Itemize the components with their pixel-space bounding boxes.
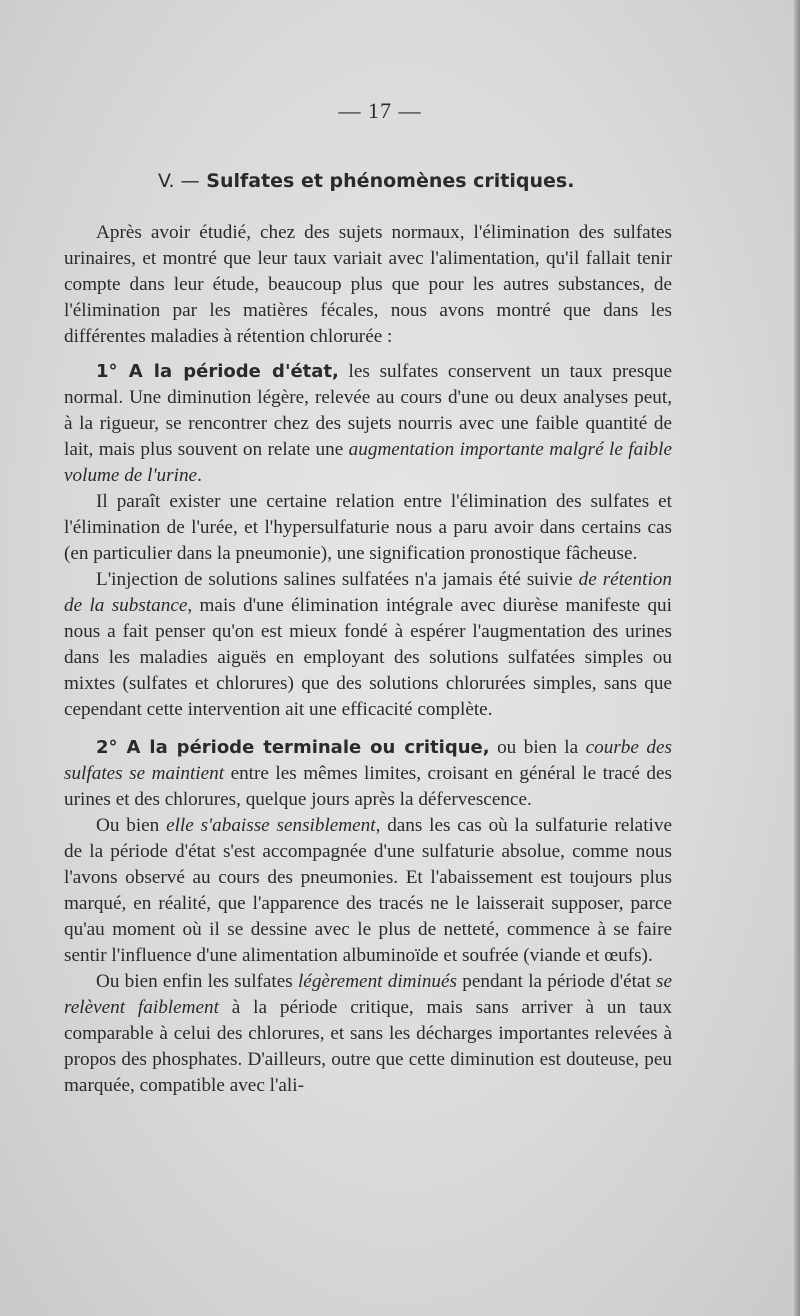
paragraph-text: ou bien la xyxy=(489,737,586,758)
paragraph-text: à la période critique, mais sans arriver à un taux comparable à celui des chlorures, et sans les décharges importantes relevées à propos des phosphates. D'ailleurs, outre que cette diminution est douteuse, peu marquée, compatible avec l'ali- xyxy=(64,997,672,1096)
paragraph-text: entre les mêmes limites, croisant en général le tracé des urines et des chlorures, quelque jours après la défervescence. xyxy=(64,763,672,810)
paragraph-italic: de rétention de la substance xyxy=(64,569,672,616)
body-text xyxy=(64,220,672,1099)
section-number: V. — xyxy=(158,170,200,192)
page-edge-shadow xyxy=(794,0,800,1316)
paragraph-relation: Il paraît exister une certaine relation entre l'élimination des sulfates et l'élimination de l'urée, et l'hypersulfaturie nous a paru avoir dans certains cas (en particulier dans la pneumonie), une signification pronostique fâcheuse. xyxy=(64,491,672,564)
paragraph-lead: 1° A la période d'état, xyxy=(96,361,339,382)
section-heading xyxy=(158,170,574,192)
paragraph-italic: augmentation importante malgré le faible volume de l'urine xyxy=(64,439,672,486)
paragraph-releve xyxy=(64,969,672,1099)
paragraph-text: , dans les cas où la sulfaturie relative de la période d'état s'est accompagnée d'une sulfaturie absolue, comme nous l'avons observé au cours des pneumonies. Et l'abaissement est toujours plus marqué, en réalité, que l'apparence des tracés ne le laisserait supposer, parce qu'au moment où il se dessine avec le plus de netteté, commence à se faire sentir l'influence d'une alimentation albuminoïde et soufrée (viande et œufs). xyxy=(64,815,672,966)
page-number: — 17 — xyxy=(338,98,422,123)
paragraph-italic: se relèvent faiblement xyxy=(64,971,672,1018)
paragraph-injection xyxy=(64,567,672,723)
paragraph-text: L'injection de solutions salines sulfatées n'a jamais été suivie xyxy=(96,569,579,590)
paragraph-lead: 2° A la période terminale ou critique, xyxy=(96,737,490,758)
paragraph-intro: Après avoir étudié, chez des sujets normaux, l'élimination des sulfates urinaires, et montré que leur taux variait avec l'alimentation, qu'il fallait tenir compte dans leur étude, beaucoup plus que pour les autres substances, de l'élimination par les matières fécales, nous avons montré que dans les différentes maladies à rétention chlorurée : xyxy=(64,222,672,347)
paragraph-text: . xyxy=(197,465,202,486)
paragraph-periode-etat xyxy=(64,359,672,489)
paragraph-text: Ou bien enfin les sulfates xyxy=(96,971,298,992)
section-title-text: Sulfates et phénomènes critiques. xyxy=(206,170,575,192)
paragraph-italic: courbe des sulfates se maintient xyxy=(64,737,672,784)
paragraph-abaisse xyxy=(64,813,672,969)
paragraph-italic: elle s'abaisse sensiblement xyxy=(166,815,376,836)
paragraph-italic: légèrement diminués xyxy=(297,971,458,992)
paragraph-text: , mais d'une élimination intégrale avec diurèse manifeste qui nous a fait penser qu'on est mieux fondé à espérer l'augmentation des urines dans les maladies aiguës en employant des solutions sulfatées simples ou mixtes (sulfates et chlorures) que des solutions chlorurées simples, sans que cependant cette intervention ait une efficacité complète. xyxy=(64,595,672,720)
paragraph-text: les sulfates conservent un taux presque normal. Une diminution légère, relevée au cours d'une ou deux analyses peut, à la rigueur, se rencontrer chez des sujets nourris avec une faible quantité de lait, mais plus souvent on relate une xyxy=(64,361,672,460)
paragraph-text: Ou bien xyxy=(96,815,167,836)
paragraph-text: pendant la période d'état xyxy=(457,971,657,992)
paragraph-periode-terminale xyxy=(64,735,672,813)
